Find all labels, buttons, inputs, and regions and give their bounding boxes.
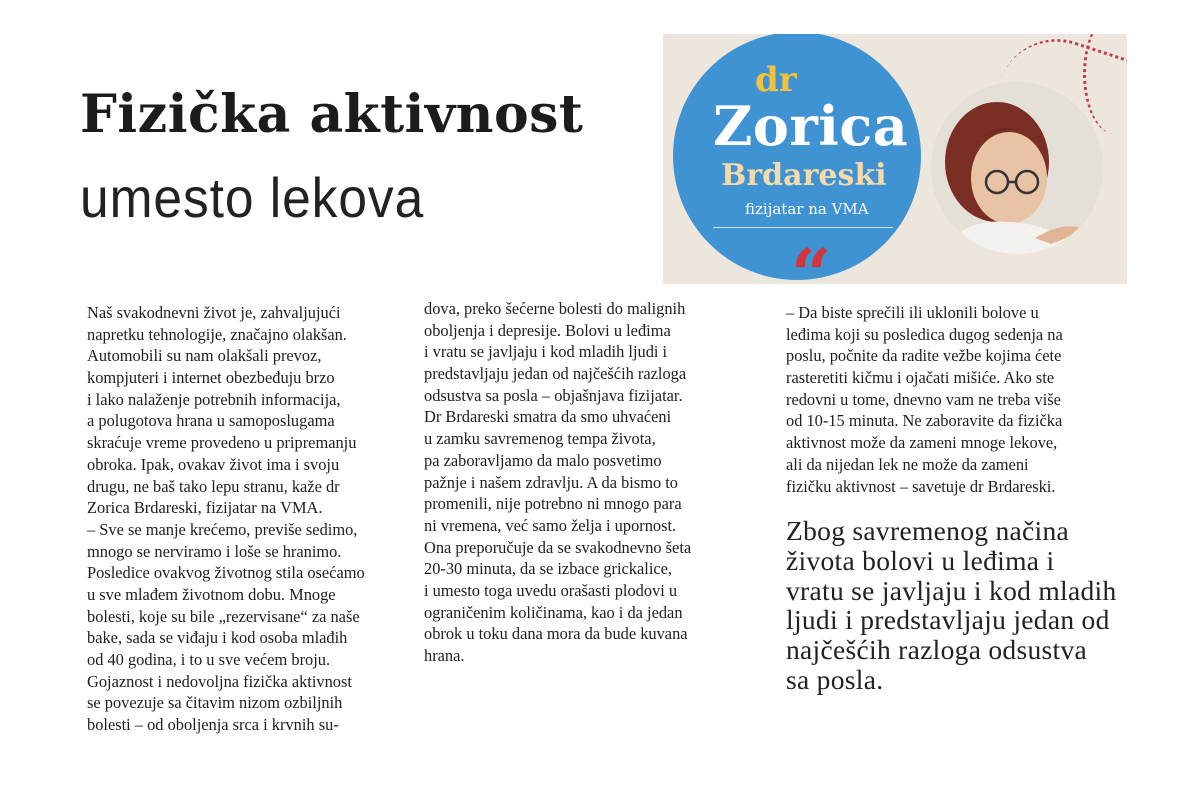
text-line: Ona preporučuje da se svakodnevno šeta	[424, 537, 692, 557]
text-line: od 40 godina, i to u sve većem broju.	[87, 650, 331, 669]
text-line: mnogo se nerviramo i loše se hranimo.	[87, 541, 342, 561]
author-first-name: Zorica	[713, 94, 909, 158]
text-line: leđima koji su posledica dugog sedenja na	[786, 324, 1063, 344]
text-line: promenili, nije potrebno ni mnogo para	[424, 494, 682, 514]
text-line: u zamku savremenog tempa života,	[424, 429, 656, 449]
text-line: – Sve se manje krećemo, previše sedimo,	[87, 519, 358, 539]
text-line: Naš svakodnevni život je, zahvaljujući	[87, 303, 341, 322]
quote-mark-icon: “	[791, 233, 832, 284]
article-column-2	[424, 298, 691, 667]
text-line: se povezuje sa čitavim nizom ozbiljnih	[87, 693, 343, 713]
text-line: rasteretiti kičmu i ojačati mišiće. Ako ste	[786, 368, 1055, 388]
text-line: bake, sada se viđaju i kod osoba mlađih	[87, 628, 348, 648]
pull-quote	[786, 516, 1117, 695]
text-line: bolesti, koje su bile „rezervisane“ za naše	[87, 606, 360, 626]
headline-bold: Fizička aktivnost	[80, 84, 584, 145]
text-line: pažnje i našem zdravlju. A da bismo to	[424, 472, 678, 492]
portrait-illustration	[931, 82, 1103, 254]
text-line: pa zaboravljamo da malo posvetimo	[424, 450, 662, 470]
pull-quote-line: najčešćih razloga odsustva	[786, 634, 1088, 666]
pull-quote-line: ljudi i predstavljaju jedan od	[786, 604, 1110, 636]
text-line: redovni u tome, dnevno vam ne treba više	[786, 389, 1061, 409]
pull-quote-line: sa posla.	[786, 663, 884, 695]
text-line: oboljenja i depresije. Bolovi u leđima	[424, 320, 671, 340]
text-line: obroka. Ipak, ovakav život ima i svoju	[87, 454, 340, 474]
text-line: poslu, počnite da radite vežbe kojima ćete	[786, 346, 1062, 366]
text-line: i lako nalaženje potrebnih informacija,	[87, 389, 341, 409]
author-last-name: Brdareski	[721, 158, 887, 193]
author-portrait	[931, 82, 1103, 254]
text-line: obrok u toku dana mora da bude kuvana	[424, 624, 688, 644]
text-line: predstavljaju jedan od najčešćih razloga	[424, 364, 687, 384]
text-line: Zorica Brdareski, fizijatar na VMA.	[87, 498, 323, 518]
text-line: fizičku aktivnost – savetuje dr Brdareski.	[786, 476, 1056, 496]
text-line: u sve mlađem životnom dobu. Mnoge	[87, 584, 336, 604]
author-title-prefix: dr	[755, 60, 797, 100]
text-line: kompjuteri i internet obezbeđuju brzo	[87, 368, 335, 388]
text-line: bolesti – od oboljenja srca i krvnih su-	[87, 715, 339, 735]
text-line: drugu, ne baš tako lepu stranu, kaže dr	[87, 476, 340, 496]
text-line: napretku tehnologije, značajno olakšan.	[87, 324, 347, 344]
text-line: 20-30 minuta, da se izbace grickalice,	[424, 559, 673, 579]
text-line: Dr Brdareski smatra da smo uhvaćeni	[424, 407, 672, 427]
text-line: dova, preko šećerne bolesti do malignih	[424, 299, 686, 318]
text-line: i vratu se javljaju i kod mladih ljudi i	[424, 342, 668, 362]
text-line: a polugotova hrana u samoposlugama	[87, 411, 335, 431]
text-line: od 10-15 minuta. Ne zaboravite da fizička	[786, 411, 1063, 431]
text-line: Posledice ovakvog životnog stila osećamo	[87, 563, 365, 583]
article-column-1	[87, 302, 365, 736]
pull-quote-line: života bolovi u leđima i	[786, 544, 1055, 576]
article-column-3	[786, 302, 1063, 497]
text-line: skraćuje vreme provedeno u pripremanju	[87, 433, 357, 453]
pull-quote-line: Zbog savremenog načina	[786, 515, 1070, 546]
text-line: Automobili su nam olakšali prevoz,	[87, 346, 322, 366]
text-line: ograničenim količinama, kao i da jedan	[424, 602, 683, 622]
text-line: Gojaznost i nedovoljna fizička aktivnost	[87, 671, 352, 691]
divider-line	[713, 227, 893, 228]
text-line: hrana.	[424, 646, 465, 665]
headline-light: umesto lekova	[80, 166, 425, 229]
text-line: i umesto toga uvedu orašasti plodovi u	[424, 580, 678, 600]
text-line: – Da biste sprečili ili uklonili bolove u	[786, 303, 1039, 322]
pull-quote-line: vratu se javljaju i kod mladih	[786, 574, 1117, 606]
text-line: ni vremena, već samo želja i upornost.	[424, 515, 677, 535]
author-banner	[663, 34, 1127, 284]
text-line: ali da nijedan lek ne može da zameni	[786, 454, 1029, 474]
author-role: fizijatar na VMA	[745, 200, 869, 218]
text-line: odsustva sa posla – objašnjava fizijatar.	[424, 385, 683, 405]
text-line: aktivnost može da zameni mnoge lekove,	[786, 433, 1058, 453]
